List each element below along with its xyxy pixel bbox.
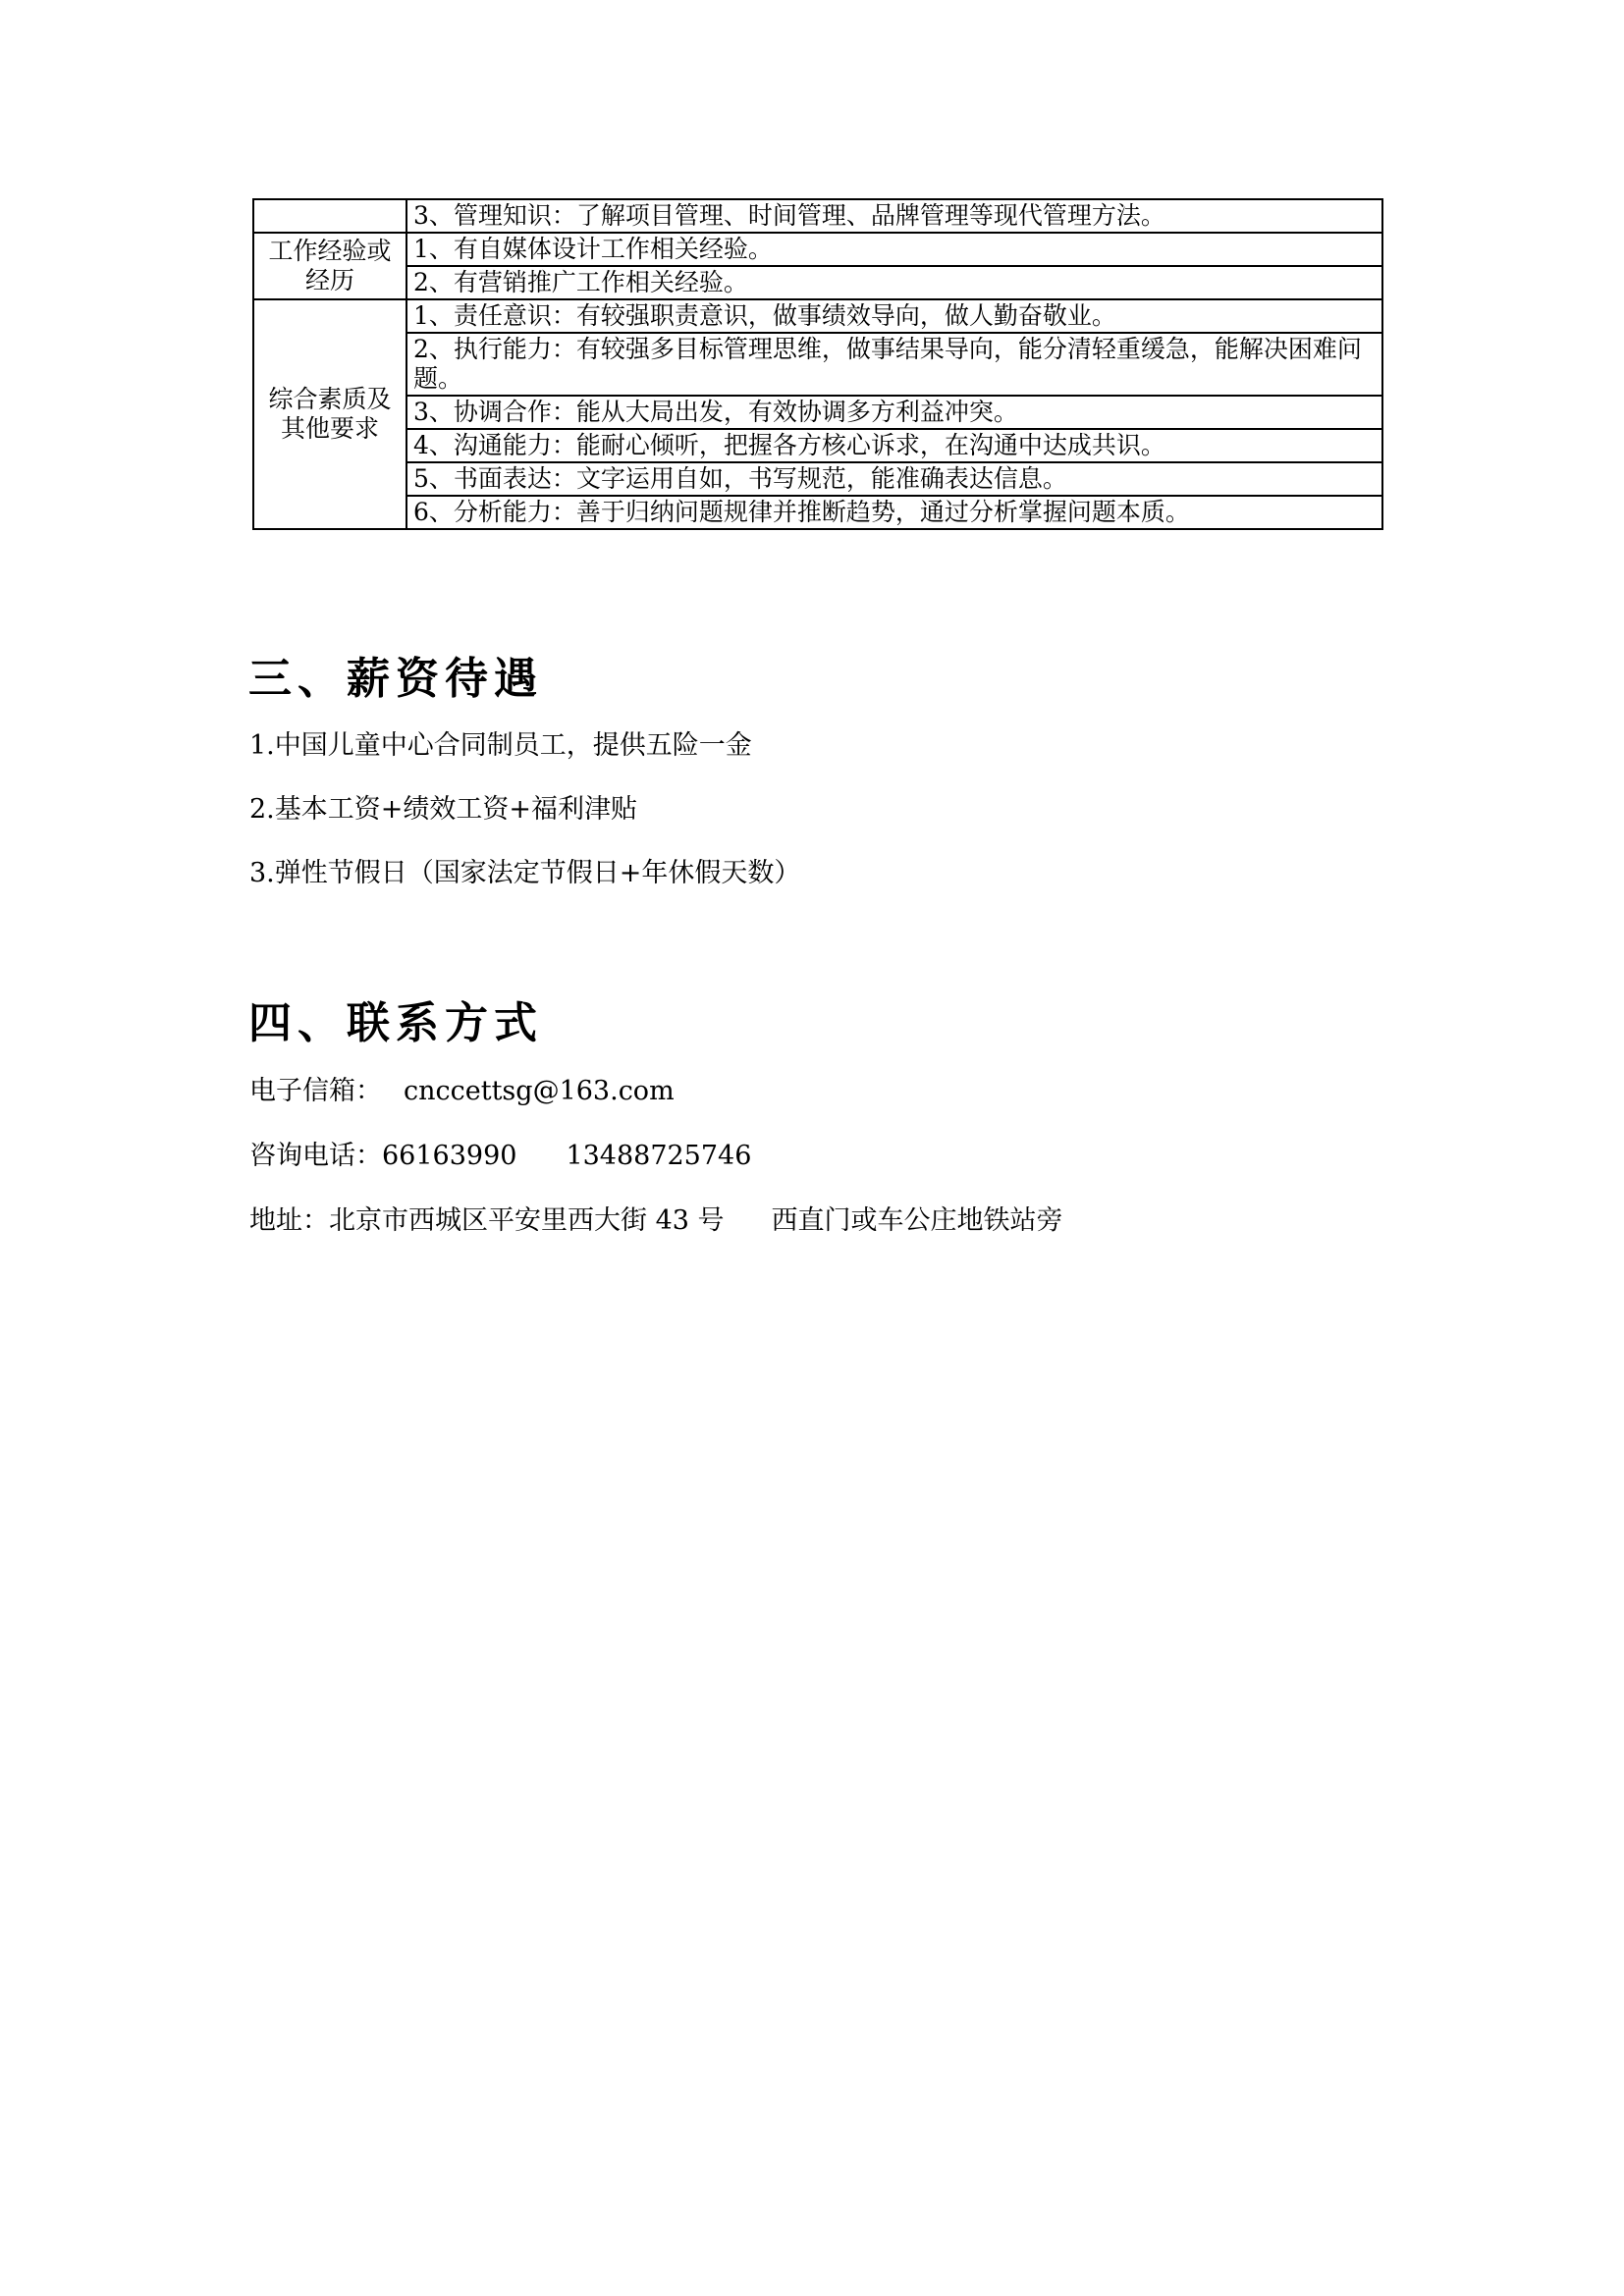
table-row [253, 333, 1382, 396]
table-row [253, 429, 1382, 462]
address-label: 地址： [249, 1205, 329, 1236]
requirement-item: 3、协调合作：能从大局出发，有效协调多方利益冲突。 [406, 396, 1382, 429]
table-row [253, 462, 1382, 496]
requirements-table [252, 198, 1383, 530]
requirement-item: 2、执行能力：有较强多目标管理思维，做事结果导向，能分清轻重缓急，能解决困难问题。 [406, 333, 1382, 396]
requirement-item: 3、管理知识：了解项目管理、时间管理、品牌管理等现代管理方法。 [406, 199, 1382, 233]
requirement-item: 2、有营销推广工作相关经验。 [406, 266, 1382, 299]
requirements-table-body [253, 199, 1382, 529]
salary-item: 1.中国儿童中心合同制员工，提供五险一金 [249, 730, 752, 761]
phone-number: 66163990 [382, 1141, 517, 1171]
salary-item: 2.基本工资+绩效工资+福利津贴 [249, 794, 638, 825]
table-row [253, 266, 1382, 299]
email-label: 电子信箱： [249, 1076, 382, 1106]
address-line [249, 1204, 1063, 1238]
requirement-item: 5、书面表达：文字运用自如，书写规范，能准确表达信息。 [406, 462, 1382, 496]
contact-heading: 四、联系方式 [248, 998, 543, 1048]
email-line [249, 1075, 675, 1108]
table-row [253, 396, 1382, 429]
table-row [253, 199, 1382, 233]
table-row [253, 496, 1382, 529]
phone-label: 咨询电话： [249, 1141, 382, 1171]
address-note: 西直门或车公庄地铁站旁 [771, 1205, 1063, 1236]
salary-heading: 三、薪资待遇 [248, 654, 543, 704]
phone-line [249, 1140, 751, 1173]
address-text: 北京市西城区平安里西大街 43 号 [329, 1205, 725, 1236]
row-group-label: 综合素质及其他要求 [253, 299, 406, 529]
row-group-label [253, 199, 406, 233]
requirement-item: 4、沟通能力：能耐心倾听，把握各方核心诉求，在沟通中达成共识。 [406, 429, 1382, 462]
table-row [253, 233, 1382, 266]
email-address: cnccettsg@163.com [404, 1076, 675, 1106]
row-group-label: 工作经验或经历 [253, 233, 406, 299]
requirement-item: 6、分析能力：善于归纳问题规律并推断趋势，通过分析掌握问题本质。 [406, 496, 1382, 529]
requirement-item: 1、有自媒体设计工作相关经验。 [406, 233, 1382, 266]
salary-item: 3.弹性节假日（国家法定节假日+年休假天数） [249, 858, 801, 888]
requirement-item: 1、责任意识：有较强职责意识，做事绩效导向，做人勤奋敬业。 [406, 299, 1382, 333]
table-row [253, 299, 1382, 333]
phone-number: 13488725746 [566, 1141, 752, 1171]
